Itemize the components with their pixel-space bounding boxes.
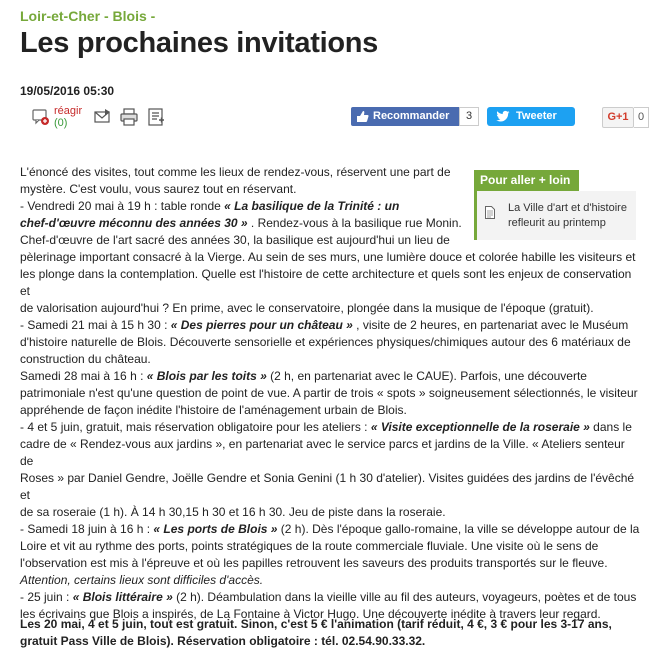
google-plus-count: 0 [634,107,649,128]
article-line [20,215,640,232]
comment-icon [32,108,50,126]
article-line: Roses » par Daniel Gendre, Joëlle Gendre et Sonia Genini (1 h 30 d'atelier). Visites guidées des jardins de l'évêché et [20,471,635,502]
facebook-count: 3 [459,107,479,126]
facebook-recommend-label: Recommander [373,110,450,122]
article-text: - Samedi 21 mai à 15 h 30 : [20,318,171,332]
event-title: « Visite exceptionnelle de la roseraie » [370,420,590,434]
event-title: « La basilique de la Trinité : un [224,199,400,213]
article-text: , visite de 2 heures, en partenariat avec le Muséum [352,318,629,332]
article-text: . Rendez-vous à la basilique rue Monin. [247,216,462,230]
article-line: L'énoncé des visites, tout comme les lieux de rendez-vous, réservent une part de [20,165,451,179]
event-title: « Blois littéraire » [72,590,173,604]
twitter-bird-icon [496,110,510,123]
article-text: - 25 juin : [20,590,73,604]
react-label: réagir [54,105,83,117]
article-line: l'observation est mis à l'épreuve et où les papilles retrouvent les saveurs des produits transportés sur le fleuve. [20,556,608,570]
article-line: pèlerinage important consacré à la Vierge. Au sein de ses murs, une lumière douce et colorée habille les visiteurs et [20,250,636,264]
event-title: « Blois par les toits » [146,369,267,383]
pricing-line: gratuit Pass Ville de Blois). Réservation obligatoire : tél. 02.54.90.33.32. [20,634,426,648]
article-line [20,572,640,589]
react-count: (0) [54,117,68,129]
page-title: Les prochaines invitations [20,27,379,59]
article-line: cadre de « Rendez-vous aux jardins », en partenariat avec le service parcs et jardins de la Ville. « Ateliers senteur de [20,437,625,468]
publish-date: 19/05/2016 05:30 [20,84,115,98]
access-warning: Attention, certains lieux sont difficiles d'accès. [20,573,264,587]
article-line [20,521,640,538]
tweet-label: Tweeter [516,110,557,122]
article-text: (2 h). Dès l'époque gallo-romaine, la ville se développe autour de la [277,522,640,536]
article-text: - Samedi 18 juin à 16 h : [20,522,154,536]
event-title: chef-d'œuvre méconnu des années 30 » [20,216,248,230]
article-text: - 4 et 5 juin, gratuit, mais réservation obligatoire pour les ateliers : [20,420,371,434]
article-line: les plonge dans la contemplation. Quelle est l'histoire de cette architecture et quels sont les enjeux de conservation et [20,267,632,298]
pricing-line: Les 20 mai, 4 et 5 juin, tout est gratuit. Sinon, c'est 5 € l'animation (tarif réduit, 4 €, 3 € pour les 3-17 ans, [20,617,612,631]
breadcrumb[interactable]: Loir-et-Cher - Blois - [20,8,156,24]
tweet-button[interactable] [487,107,575,126]
print-icon[interactable] [120,108,138,126]
article-line: les écrivains que Blois a inspirés, de La Fontaine à Victor Hugo. Une découverte inédite à travers leur regard. [20,607,601,621]
article-line: de sa roseraie (1 h). À 14 h 30,15 h 30 et 16 h 30. Jeu de piste dans la roseraie. [20,505,446,519]
article-line [20,317,640,334]
article-text: (2 h, en partenariat avec le CAUE). Parfois, une découverte [266,369,587,383]
article-line: mystère. C'est voulu, vous saurez tout en réservant. [20,182,297,196]
related-tab: Pour aller + loin [474,170,579,191]
article-line [20,368,640,385]
article-line: d'histoire naturelle de Blois. Découverte sensorielle et expériences physiques/chimiques autour des 6 matériaux de [20,335,631,349]
article-line [20,419,640,436]
article-text: Samedi 28 mai à 16 h : [20,369,147,383]
article-line: patrimoniale n'est qu'une question de point de vue. A partir de trois « spots » soigneusement sélectionnés, le visiteur [20,386,638,400]
article-line: construction du château. [20,352,151,366]
related-article-link[interactable]: La Ville d'art et d'histoire refleurit au printemp [508,202,627,229]
share-toolbar [20,104,653,130]
react-button[interactable] [32,104,92,130]
email-icon[interactable] [94,108,112,126]
article-text: dans le [589,420,632,434]
event-title: « Les ports de Blois » [153,522,278,536]
article-line: Loire et vit au rythme des ports, points stratégiques de la route commerciale fluviale. Une visite où le sens de [20,539,599,553]
pricing-note [20,616,640,650]
article-line: Chef-d'œuvre de l'art sacré des années 30, la basilique est aujourd'hui un lieu de [20,233,450,247]
article-line [20,589,640,606]
thumbs-up-icon [356,110,369,123]
article-line: appréhende de façon inédite l'histoire de l'aménagement urbain de Blois. [20,403,407,417]
facebook-recommend-button[interactable] [351,107,475,126]
article-text: (2 h). Déambulation dans la vieille ville au fil des auteurs, voyageurs, poètes et de tous [172,590,637,604]
article-text: - Vendredi 20 mai à 19 h : table ronde [20,199,225,213]
article-body [20,164,640,623]
google-plus-button[interactable]: G+1 [602,107,634,128]
event-title: « Des pierres pour un château » [170,318,353,332]
text-size-icon[interactable] [147,108,165,126]
article-line: de valorisation aujourd'hui ? En prime, avec le conservatoire, plongée dans la musique de l'époque (gratuit). [20,301,594,315]
article-line [20,198,640,215]
